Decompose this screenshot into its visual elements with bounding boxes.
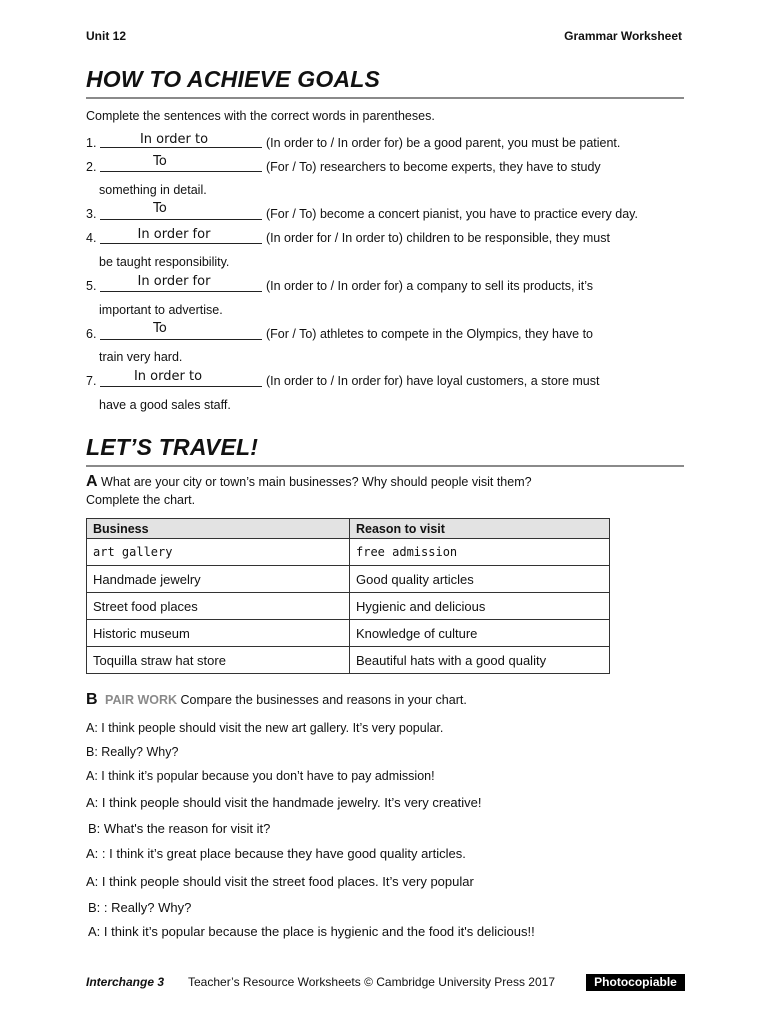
- reason-cell[interactable]: Hygienic and delicious: [350, 593, 610, 620]
- reason-cell[interactable]: free admission: [350, 539, 610, 566]
- worksheet-label: Grammar Worksheet: [564, 29, 682, 43]
- business-cell[interactable]: Toquilla straw hat store: [87, 647, 350, 674]
- item-text-continued: something in detail.: [99, 183, 207, 197]
- handwritten-answer: In order to: [139, 132, 209, 147]
- item-number: 5.: [86, 279, 97, 293]
- item-number: 2.: [86, 160, 97, 174]
- table-row: [87, 566, 610, 593]
- part-b-instruction: Compare the businesses and reasons in your chart.: [180, 693, 467, 707]
- dialogue-line: A: I think people should visit the new art gallery. It’s very popular.: [86, 721, 444, 735]
- item-text-continued: important to advertise.: [99, 303, 223, 317]
- header-business: Business: [87, 519, 350, 539]
- dialogue-line: A: I think people should visit the street food places. It’s very popular: [86, 874, 474, 889]
- handwritten-answer: To: [153, 201, 167, 216]
- part-b-prompt: [86, 692, 467, 708]
- business-cell[interactable]: art gallery: [87, 539, 350, 566]
- section-title-travel: LET’S TRAVEL!: [86, 434, 259, 460]
- unit-label: Unit 12: [86, 29, 127, 43]
- item-text: (For / To) become a concert pianist, you have to practice every day.: [266, 207, 638, 221]
- section-title-goals: HOW TO ACHIEVE GOALS: [86, 66, 381, 92]
- reason-cell[interactable]: Good quality articles: [350, 566, 610, 593]
- item-number: 4.: [86, 231, 97, 245]
- instructions: Complete the sentences with the correct words in parentheses.: [86, 109, 435, 123]
- item-number: 1.: [86, 136, 97, 150]
- table-row: [87, 593, 610, 620]
- footer-brand: Interchange 3: [86, 975, 165, 989]
- table-row: [87, 539, 610, 566]
- handwritten-answer: To: [153, 321, 167, 336]
- section-divider: [86, 97, 684, 99]
- part-a-label: A: [86, 473, 98, 490]
- table-row: [87, 647, 610, 674]
- item-text-continued: be taught responsibility.: [99, 255, 230, 269]
- handwritten-answer: In order for: [137, 274, 211, 289]
- item-number: 7.: [86, 374, 97, 388]
- part-a-prompt: [86, 474, 532, 490]
- item-text: (In order to / In order for) be a good parent, you must be patient.: [266, 136, 621, 150]
- dialogue-line: A: : I think it’s great place because they have good quality articles.: [86, 846, 466, 861]
- item-text: (In order to / In order for) have loyal customers, a store must: [266, 374, 600, 388]
- dialogue-line: A: I think it’s popular because you don’t have to pay admission!: [86, 769, 435, 783]
- item-text-continued: have a good sales staff.: [99, 398, 231, 412]
- section-divider: [86, 465, 684, 467]
- handwritten-answer: To: [153, 154, 167, 169]
- dialogue-line: B: Really? Why?: [86, 745, 179, 759]
- business-cell[interactable]: Handmade jewelry: [87, 566, 350, 593]
- item-number: 6.: [86, 327, 97, 341]
- item-text-continued: train very hard.: [99, 350, 183, 364]
- business-cell[interactable]: Street food places: [87, 593, 350, 620]
- item-text: (In order for / In order to) children to be responsible, they must: [266, 231, 610, 245]
- dialogue-line: A: I think people should visit the handmade jewelry. It’s very creative!: [86, 795, 482, 810]
- item-text: (For / To) researchers to become experts, they have to study: [266, 160, 601, 174]
- handwritten-answer: In order to: [133, 369, 203, 384]
- reason-cell[interactable]: Beautiful hats with a good quality: [350, 647, 610, 674]
- handwritten-answer: In order for: [137, 227, 211, 242]
- footer-credit: Teacher’s Resource Worksheets © Cambridge University Press 2017: [188, 975, 555, 989]
- dialogue-line: B: : Really? Why?: [88, 900, 192, 915]
- part-a-question: What are your city or town’s main businesses? Why should people visit them?: [101, 475, 532, 489]
- business-chart: [86, 518, 610, 674]
- item-number: 3.: [86, 207, 97, 221]
- part-a-instruction: Complete the chart.: [86, 493, 196, 507]
- item-text: (For / To) athletes to compete in the Olympics, they have to: [266, 327, 594, 341]
- header-reason: Reason to visit: [350, 519, 610, 539]
- part-b-label: B: [86, 691, 98, 708]
- reason-cell[interactable]: Knowledge of culture: [350, 620, 610, 647]
- photocopiable-badge: Photocopiable: [586, 974, 685, 991]
- dialogue-line: B: What's the reason for visit it?: [88, 821, 271, 836]
- chart-header-row: [87, 519, 610, 539]
- dialogue-line: A: I think it’s popular because the place is hygienic and the food it's delicious!!: [88, 924, 535, 939]
- table-row: [87, 620, 610, 647]
- pair-work-label: PAIR WORK: [105, 693, 178, 707]
- business-cell[interactable]: Historic museum: [87, 620, 350, 647]
- item-text: (In order to / In order for) a company to sell its products, it’s: [266, 279, 593, 293]
